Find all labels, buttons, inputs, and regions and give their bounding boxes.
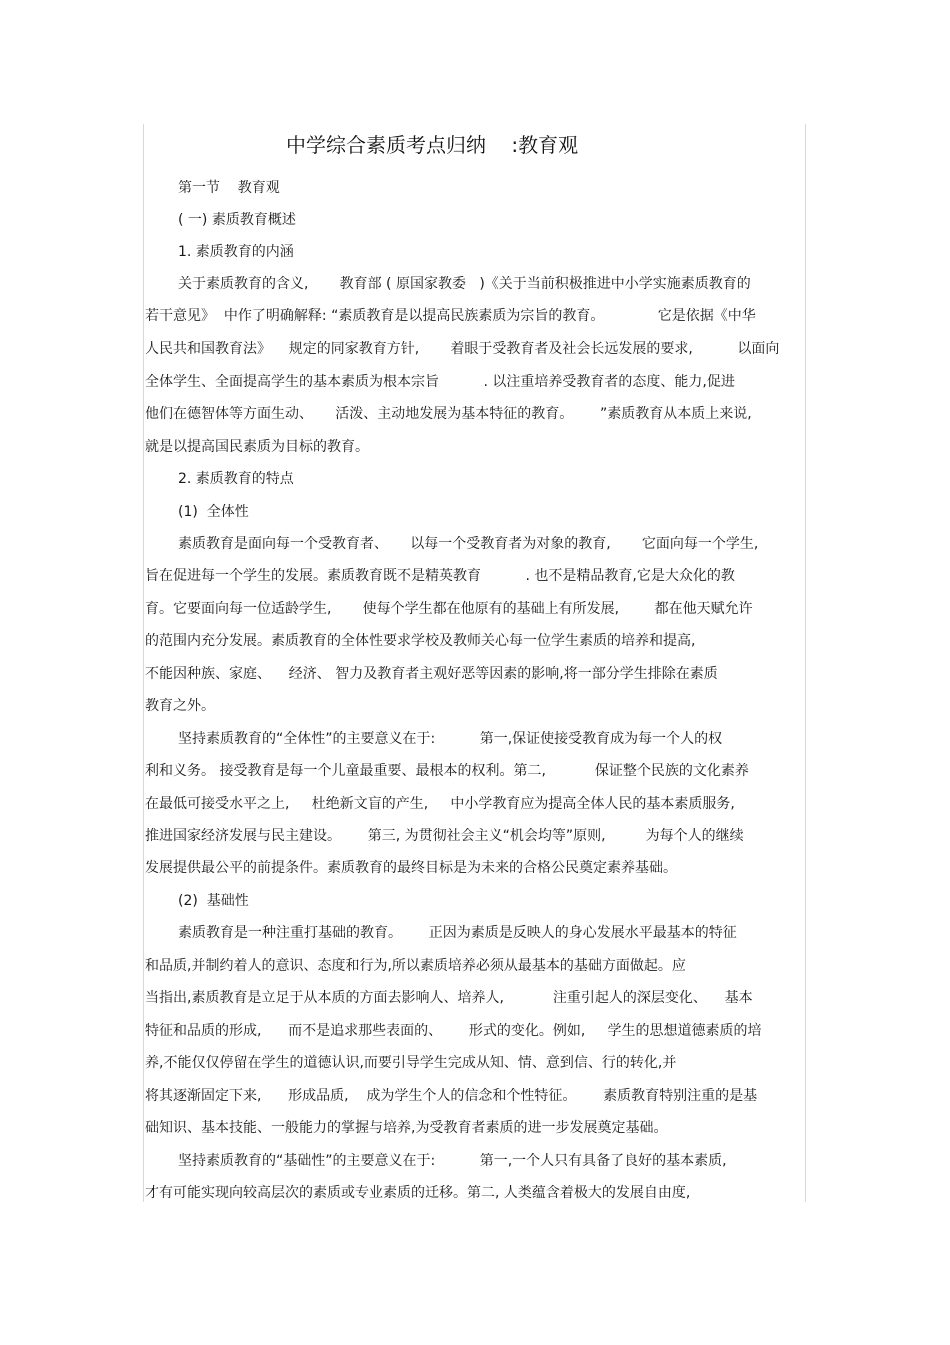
body-line: 旨在促进每一个学生的发展。素质教育既不是精英教育 . 也不是精品教育,它是大众化的教: [145, 568, 735, 584]
body-line: 素质教育是一种注重打基础的教育。 正因为素质是反映人的身心发展水平最基本的特征: [178, 925, 737, 941]
body-line: 若干意见》 中作了明确解释: “素质教育是以提高民族素质为宗旨的教育。 它是依据《中华: [145, 308, 756, 324]
body-line: 素质教育是面向每一个受教育者、 以每一个受教育者为对象的教育, 它面向每一个学生,: [178, 536, 759, 552]
body-line: 发展提供最公平的前提条件。素质教育的最终目标是为未来的合格公民奠定素养基础。: [145, 860, 677, 876]
body-line: 和品质,并制约着人的意识、态度和行为,所以素质培养必须从最基本的基础方面做起。应: [145, 958, 686, 974]
body-line: 育。它要面向每一位适龄学生, 使每个学生都在他原有的基础上有所发展, 都在他天赋允许: [145, 601, 753, 617]
body-line: 就是以提高国民素质为目标的教育。: [145, 439, 369, 455]
body-line: 才有可能实现向较高层次的素质或专业素质的迁移。第二, 人类蕴含着极大的发展自由度,: [145, 1185, 691, 1201]
item-subheading: (1) 全体性: [178, 504, 249, 520]
right-margin-rule: [805, 124, 806, 1202]
body-line: 础知识、基本技能、一般能力的掌握与培养,为受教育者素质的进一步发展奠定基础。: [145, 1120, 668, 1136]
body-line: 不能因种族、家庭、 经济、 智力及教育者主观好恶等因素的影响,将一部分学生排除在素质: [145, 666, 718, 682]
body-line: 利和义务。 接受教育是每一个儿童最重要、最根本的权利。第二, 保证整个民族的文化素养: [145, 763, 749, 779]
body-line: 教育之外。: [145, 698, 215, 714]
body-line: 特征和品质的形成, 而不是追求那些表面的、 形式的变化。例如, 学生的思想道德素质的培: [145, 1023, 762, 1039]
body-line: 他们在德智体等方面生动、 活泼、主动地发展为基本特征的教育。 ”素质教育从本质上来说,: [145, 406, 752, 422]
body-line: 在最低可接受水平之上, 杜绝新文盲的产生, 中小学教育应为提高全体人民的基本素质服务,: [145, 796, 735, 812]
body-line: 全体学生、全面提高学生的基本素质为根本宗旨 . 以注重培养受教育者的态度、能力,促进: [145, 374, 735, 390]
body-line: 养,不能仅仅停留在学生的道德认识,而要引导学生完成从知、情、意到信、行的转化,并: [145, 1055, 677, 1071]
item-heading: 2. 素质教育的特点: [178, 471, 294, 487]
body-line: 的范围内充分发展。素质教育的全体性要求学校及教师关心每一位学生素质的培养和提高,: [145, 633, 696, 649]
section-heading: 第一节 教育观: [178, 180, 280, 196]
document-title: 中学综合素质考点归纳 :教育观: [286, 133, 579, 157]
body-line: 当指出,素质教育是立足于从本质的方面去影响人、培养人, 注重引起人的深层变化、 基本: [145, 990, 753, 1006]
body-line: 坚持素质教育的“全体性”的主要意义在于: 第一,保证使接受教育成为每一个人的权: [178, 731, 723, 747]
body-line: 将其逐渐固定下来, 形成品质, 成为学生个人的信念和个性特征。 素质教育特别注重的是基: [145, 1088, 758, 1104]
body-line: 坚持素质教育的“基础性”的主要意义在于: 第一,一个人只有具备了良好的基本素质,: [178, 1153, 727, 1169]
item-heading: 1. 素质教育的内涵: [178, 244, 294, 260]
body-line: 人民共和国教育法》 规定的同家教育方针, 着眼于受教育者及社会长远发展的要求, 以面向: [145, 341, 780, 357]
left-margin-rule: [143, 124, 144, 1202]
item-subheading: (2) 基础性: [178, 893, 249, 909]
subsection-heading: ( 一) 素质教育概述: [178, 212, 296, 228]
body-line: 推进国家经济发展与民主建设。 第三, 为贯彻社会主义“机会均等”原则, 为每个人的继续: [145, 828, 744, 844]
body-line: 关于素质教育的含义, 教育部 ( 原国家教委 )《关于当前积极推进中小学实施素质教育的: [178, 276, 751, 292]
